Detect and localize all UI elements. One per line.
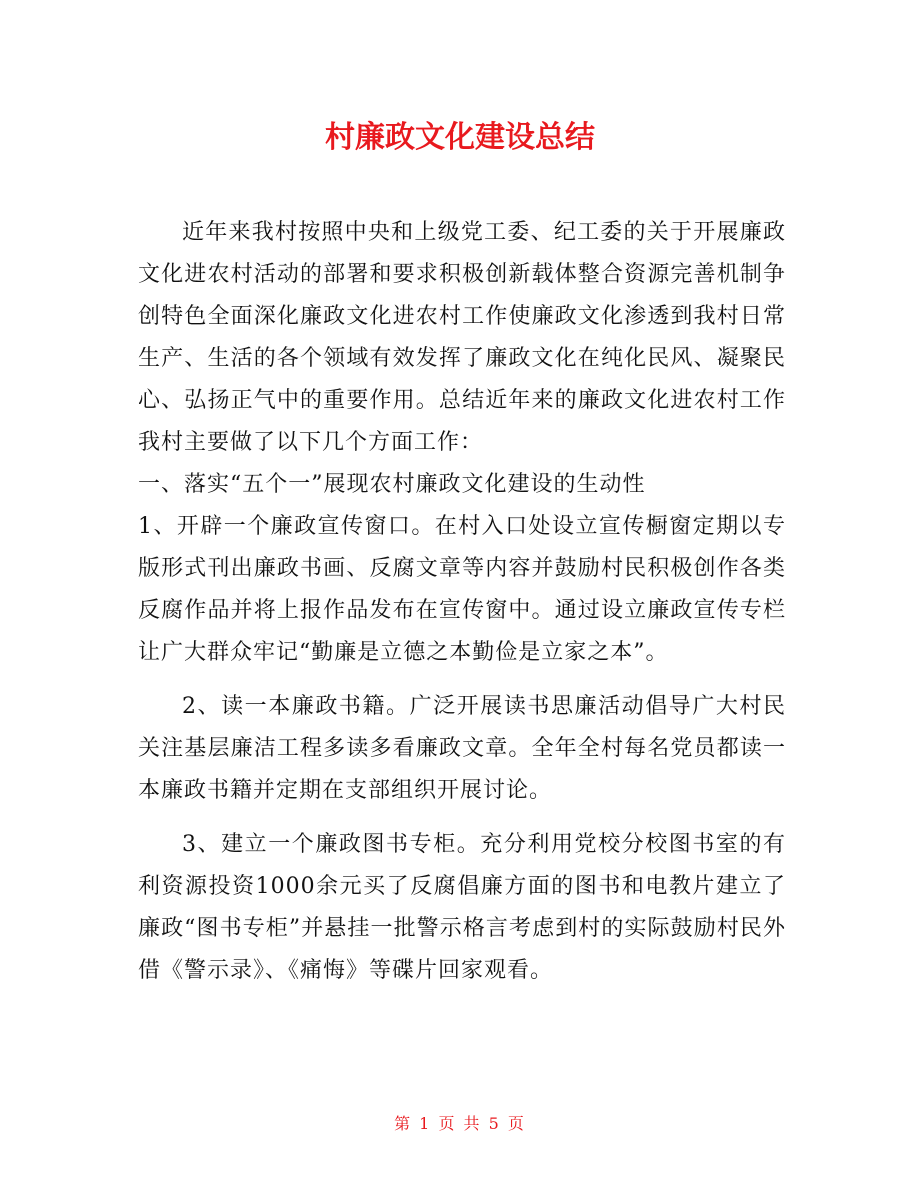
document-body <box>138 212 786 992</box>
section-heading: 一、落实“五个一”展现农村廉政文化建设的生动性 <box>138 472 646 497</box>
footer-suffix: 页 <box>507 1114 526 1133</box>
paragraph-item-2: 2、读一本廉政书籍。广泛开展读书思廉活动倡导广大村民关注基层廉洁工程多读多看廉政文章。全年全村每名党员都读一本廉政书籍并定期在支部组织开展讨论。 <box>138 694 786 803</box>
document-title: 村廉政文化建设总结 <box>325 120 595 155</box>
paragraph-item-3: 3、建立一个廉政图书专柜。充分利用党校分校图书室的有利资源投资1000余元买了反腐倡廉方面的图书和电教片建立了廉政“图书专柜”并悬挂一批警示格言考虑到村的实际鼓励村民外借《警示录》、《痛悔》等碟片回家观看。 <box>138 832 786 983</box>
page-footer <box>0 1112 920 1136</box>
footer-total-pages: 5 <box>488 1114 501 1133</box>
paragraph-item-1: 1、开辟一个廉政宣传窗口。在村入口处设立宣传橱窗定期以专版形式刊出廉政书画、反腐文章等内容并鼓励村民积极创作各类反腐作品并将上报作品发布在宣传窗中。通过设立廉政宣传专栏让广大群众牢记“勤廉是立德之本勤俭是立家之本”。 <box>138 514 786 665</box>
paragraph-intro: 近年来我村按照中央和上级党工委、纪工委的关于开展廉政文化进农村活动的部署和要求积极创新载体整合资源完善机制争创特色全面深化廉政文化进农村工作使廉政文化渗透到我村日常生产、生活的各个领域有效发挥了廉政文化在纯化民风、凝聚民心、弘扬正气中的重要作用。总结近年来的廉政文化进农村工作我村主要做了以下几个方面工作： <box>138 220 786 455</box>
footer-prefix: 第 <box>394 1114 413 1133</box>
footer-mid: 页 共 <box>438 1114 482 1133</box>
footer-page-number: 1 <box>419 1114 432 1133</box>
